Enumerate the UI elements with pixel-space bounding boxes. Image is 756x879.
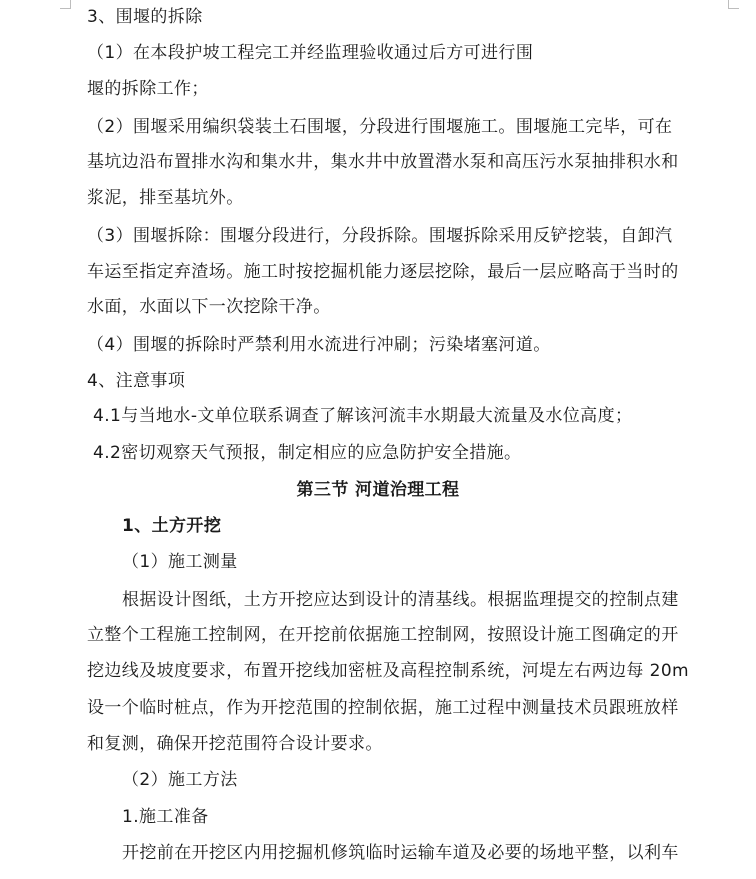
- paragraph-line: （4）围堰的拆除时严禁利用水流进行冲刷；污染堵塞河道。: [87, 335, 551, 355]
- paragraph-line: 立整个工程施工控制网，在开挖前依据施工控制网，按照设计施工图确定的开: [87, 625, 679, 645]
- paragraph-line: （1）在本段护坡工程完工并经监理验收通过后方可进行围: [87, 43, 534, 63]
- paragraph-line: 基坑边沿布置排水沟和集水井，集水井中放置潜水泵和高压污水泵抽排积水和: [87, 152, 679, 172]
- heading-precautions: 4、注意事项: [87, 371, 186, 391]
- page-corner-mark-left: [60, 0, 71, 9]
- paragraph-line: 车运至指定弃渣场。施工时按挖掘机能力逐层挖除，最后一层应略高于当时的: [87, 262, 679, 282]
- paragraph-line: （2）围堰采用编织袋装土石围堰，分段进行围堰施工。围堰施工完毕，可在: [87, 117, 673, 137]
- paragraph-line: 4.2密切观察天气预报，制定相应的应急防护安全措施。: [93, 443, 522, 463]
- paragraph-line: 4.1与当地水-文单位联系调查了解该河流丰水期最大流量及水位高度；: [93, 406, 633, 426]
- heading-cofferdam-removal: 3、围堰的拆除: [87, 7, 203, 27]
- paragraph-line: 堰的拆除工作；: [87, 79, 209, 99]
- paragraph-line: 水面，水面以下一次挖除干净。: [87, 297, 331, 317]
- heading-construction-preparation: 1.施工准备: [122, 807, 209, 827]
- paragraph-line: 和复测，确保开挖范围符合设计要求。: [87, 734, 383, 754]
- paragraph-line: （3）围堰拆除：围堰分段进行，分段拆除。围堰拆除采用反铲挖装，自卸汽: [87, 226, 673, 246]
- paragraph-line: 浆泥，排至基坑外。: [87, 188, 244, 208]
- paragraph-line: 开挖前在开挖区内用挖掘机修筑临时运输车道及必要的场地平整，以利车: [122, 843, 679, 863]
- page-corner-mark-right: [728, 0, 739, 9]
- paragraph-line: 设一个临时桩点，作为开挖范围的控制依据，施工过程中测量技术员跟班放样: [87, 698, 679, 718]
- section-title: 第三节 河道治理工程: [296, 480, 460, 500]
- heading-construction-survey: （1）施工测量: [122, 552, 238, 572]
- heading-construction-method: （2）施工方法: [122, 770, 238, 790]
- paragraph-line: 挖边线及坡度要求，布置开挖线加密桩及高程控制系统，河堤左右两边每 20m: [87, 661, 689, 681]
- heading-earthwork-excavation: 1、土方开挖: [122, 516, 222, 536]
- paragraph-line: 根据设计图纸，土方开挖应达到设计的清基线。根据监理提交的控制点建: [122, 590, 679, 610]
